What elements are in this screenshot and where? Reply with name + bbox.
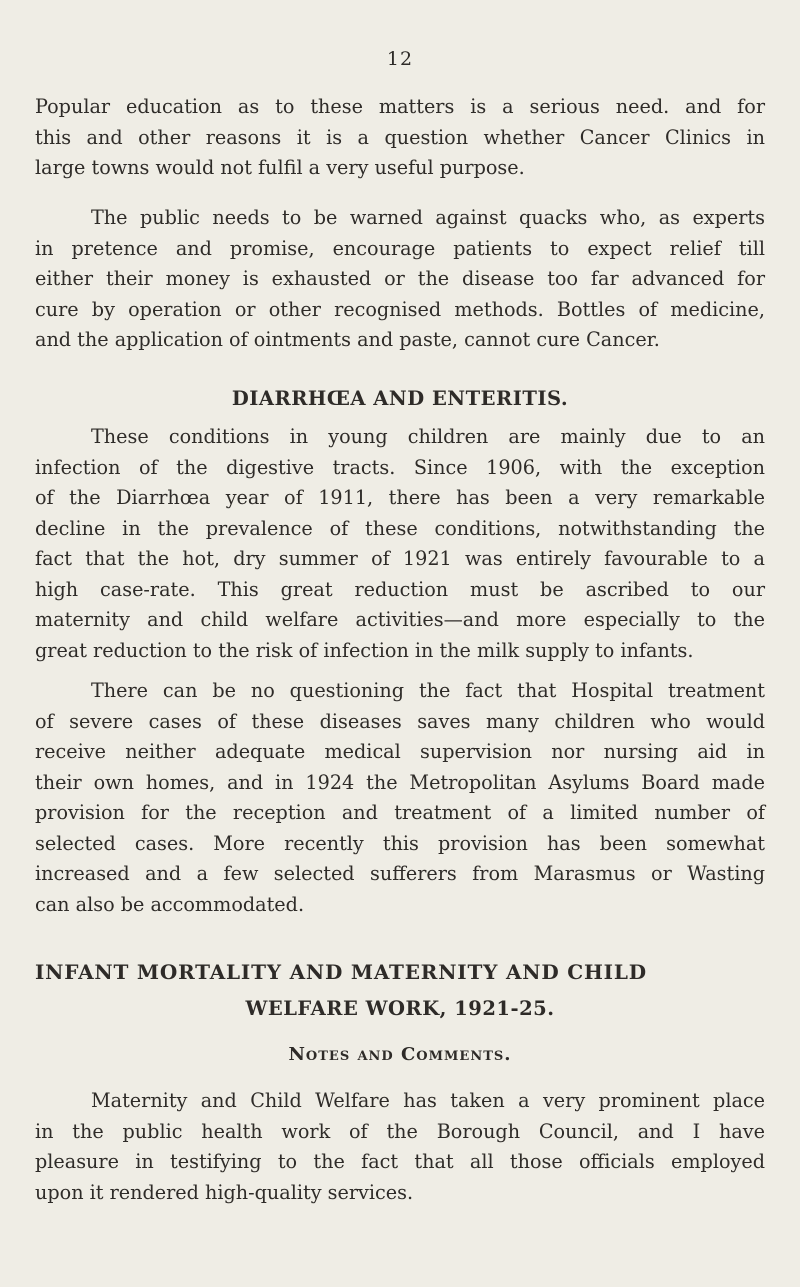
text-line: provision for the reception and treatment of a limited number of: [35, 801, 765, 824]
text-line: increased and a few selected sufferers from Marasmus or Wasting: [35, 862, 765, 885]
text-line: of severe cases of these diseases saves many children who would: [35, 709, 765, 733]
section-heading-diarrhoea: DIARRHŒA AND ENTERITIS.: [231, 387, 569, 410]
text-line: These conditions in young children are mainly due to an: [91, 425, 765, 448]
text-line: and the application of ointments and paste, cannot cure Cancer.: [35, 328, 660, 351]
text-line: either their money is exhausted or the disease too far advanced for: [35, 267, 765, 290]
text-line: decline in the prevalence of these conditions, notwithstanding the: [35, 516, 765, 540]
text-line: great reduction to the risk of infection in the milk supply to infants.: [35, 638, 694, 662]
text-line: can also be accommodated.: [35, 892, 305, 916]
text-line: their own homes, and in 1924 the Metropolitan Asylums Board made: [35, 770, 765, 794]
section-heading-infant-mortality: INFANT MORTALITY AND MATERNITY AND CHILD: [35, 960, 647, 984]
text-line: large towns would not fulfil a very useful purpose.: [35, 156, 525, 179]
text-line: pleasure in testifying to the fact that all those officials employed: [35, 1150, 765, 1173]
paragraph-hospital-treatment: [35, 676, 765, 920]
text-line: maternity and child welfare activities—and more especially to the: [35, 608, 765, 631]
text-line: upon it rendered high-quality services.: [35, 1180, 414, 1204]
text-line: of the Diarrhœa year of 1911, there has been a very remarkable: [35, 486, 765, 509]
text-line: Maternity and Child Welfare has taken a very prominent place: [91, 1089, 765, 1112]
paragraph-cancer-education: [35, 92, 765, 184]
paragraph-diarrhoea-conditions: [35, 422, 765, 666]
text-line: selected cases. More recently this provision has been somewhat: [35, 831, 765, 855]
section-heading-infant-mortality-line2: WELFARE WORK, 1921-25.: [245, 997, 555, 1020]
text-line: this and other reasons it is a question whether Cancer Clinics in: [35, 125, 765, 149]
text-line: infection of the digestive tracts. Since 1906, with the exception: [35, 455, 765, 479]
text-line: Popular education as to these matters is a serious need. and for: [35, 95, 765, 118]
paragraph-quacks-warning: [35, 203, 765, 356]
text-line: high case-rate. This great reduction must be ascribed to our: [35, 577, 765, 601]
text-line: fact that the hot, dry summer of 1921 was entirely favourable to a: [35, 547, 765, 570]
subheading-notes-comments: Notes and Comments.: [288, 1044, 512, 1065]
paragraph-maternity-welfare: [35, 1086, 765, 1208]
text-line: in pretence and promise, encourage patients to expect relief till: [35, 236, 765, 260]
page-number: 12: [386, 48, 414, 70]
text-line: receive neither adequate medical supervision nor nursing aid in: [35, 740, 765, 763]
text-line: in the public health work of the Borough Council, and I have: [35, 1119, 765, 1143]
text-line: cure by operation or other recognised methods. Bottles of medicine,: [35, 297, 765, 321]
text-line: The public needs to be warned against quacks who, as experts: [91, 206, 765, 229]
text-line: There can be no questioning the fact that Hospital treatment: [91, 679, 765, 702]
